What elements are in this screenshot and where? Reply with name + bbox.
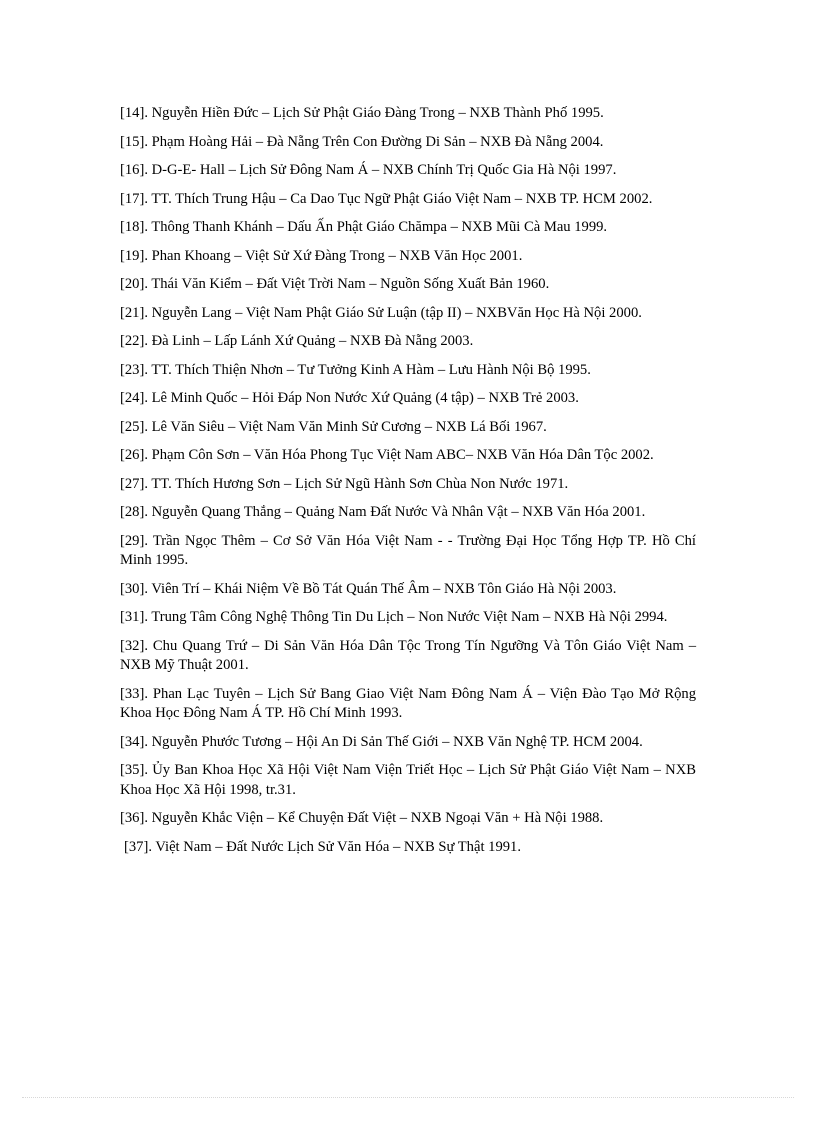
reference-item: [36]. Nguyễn Khắc Viện – Kể Chuyện Đất Việt – NXB Ngoại Văn + Hà Nội 1988. bbox=[120, 810, 604, 826]
reference-item: [21]. Nguyễn Lang – Việt Nam Phật Giáo Sử Luận (tập II) – NXBVăn Học Hà Nội 2000. bbox=[120, 304, 642, 321]
reference-item: [17]. TT. Thích Trung Hậu – Ca Dao Tục Ngữ Phật Giáo Việt Nam – NXB TP. HCM 2002. bbox=[120, 190, 653, 207]
reference-item: [26]. Phạm Côn Sơn – Văn Hóa Phong Tục Việt Nam ABC– NXB Văn Hóa Dân Tộc 2002. bbox=[120, 447, 654, 463]
reference-item: [31]. Trung Tâm Công Nghệ Thông Tin Du Lịch – Non Nước Việt Nam – NXB Hà Nội 2994. bbox=[120, 609, 668, 625]
reference-item: [18]. Thông Thanh Khánh – Dấu Ấn Phật Giáo Chămpa – NXB Mũi Cà Mau 1999. bbox=[120, 219, 608, 235]
reference-item: [25]. Lê Văn Siêu – Việt Nam Văn Minh Sử Cương – NXB Lá Bối 1967. bbox=[120, 418, 547, 435]
reference-item: [34]. Nguyễn Phước Tương – Hội An Di Sản Thế Giới – NXB Văn Nghệ TP. HCM 2004. bbox=[120, 733, 643, 750]
reference-item: [19]. Phan Khoang – Việt Sử Xứ Đàng Trong – NXB Văn Học 2001. bbox=[120, 247, 523, 264]
reference-item: [14]. Nguyễn Hiền Đức – Lịch Sử Phật Giáo Đàng Trong – NXB Thành Phố 1995. bbox=[120, 105, 604, 121]
reference-item: [33]. Phan Lạc Tuyên – Lịch Sử Bang Giao Việt Nam Đông Nam Á – Viện Đào Tạo Mở Rộng Khoa Học Đông Nam Á TP. Hồ Chí Minh 1993. bbox=[120, 685, 696, 721]
reference-item: [28]. Nguyễn Quang Thắng – Quảng Nam Đất Nước Và Nhân Vật – NXB Văn Hóa 2001. bbox=[120, 504, 646, 520]
reference-item: [32]. Chu Quang Trứ – Di Sản Văn Hóa Dân Tộc Trong Tín Ngưỡng Và Tôn Giáo Việt Nam – NXB Mỹ Thuật 2001. bbox=[120, 637, 696, 673]
page-bottom-rule bbox=[22, 1097, 794, 1098]
reference-item: [29]. Trần Ngọc Thêm – Cơ Sở Văn Hóa Việt Nam - - Trường Đại Học Tổng Hợp TP. Hồ Chí Minh 1995. bbox=[120, 532, 696, 568]
reference-item: [22]. Đà Linh – Lấp Lánh Xứ Quảng – NXB Đà Nẵng 2003. bbox=[120, 333, 474, 349]
reference-item: [23]. TT. Thích Thiện Nhơn – Tư Tưởng Kinh A Hàm – Lưu Hành Nội Bộ 1995. bbox=[120, 361, 591, 378]
reference-item: [15]. Phạm Hoàng Hải – Đà Nẵng Trên Con Đường Di Sản – NXB Đà Nẵng 2004. bbox=[120, 133, 604, 150]
reference-list bbox=[120, 104, 696, 866]
reference-item: [24]. Lê Minh Quốc – Hỏi Đáp Non Nước Xứ Quảng (4 tập) – NXB Trẻ 2003. bbox=[120, 390, 579, 406]
reference-item: [35]. Ủy Ban Khoa Học Xã Hội Việt Nam Viện Triết Học – Lịch Sử Phật Giáo Việt Nam – NXB Khoa Học Xã Hội 1998, tr.31. bbox=[120, 762, 696, 798]
reference-item: [30]. Viên Trí – Khái Niệm Về Bồ Tát Quán Thế Âm – NXB Tôn Giáo Hà Nội 2003. bbox=[120, 580, 617, 597]
reference-item: [16]. D-G-E- Hall – Lịch Sử Đông Nam Á – NXB Chính Trị Quốc Gia Hà Nội 1997. bbox=[120, 162, 617, 178]
reference-item: [37]. Việt Nam – Đất Nước Lịch Sử Văn Hóa – NXB Sự Thật 1991. bbox=[124, 838, 521, 855]
reference-item: [27]. TT. Thích Hương Sơn – Lịch Sử Ngũ Hành Sơn Chùa Non Nước 1971. bbox=[120, 475, 569, 492]
reference-item: [20]. Thái Văn Kiểm – Đất Việt Trời Nam – Nguồn Sống Xuất Bản 1960. bbox=[120, 276, 550, 292]
